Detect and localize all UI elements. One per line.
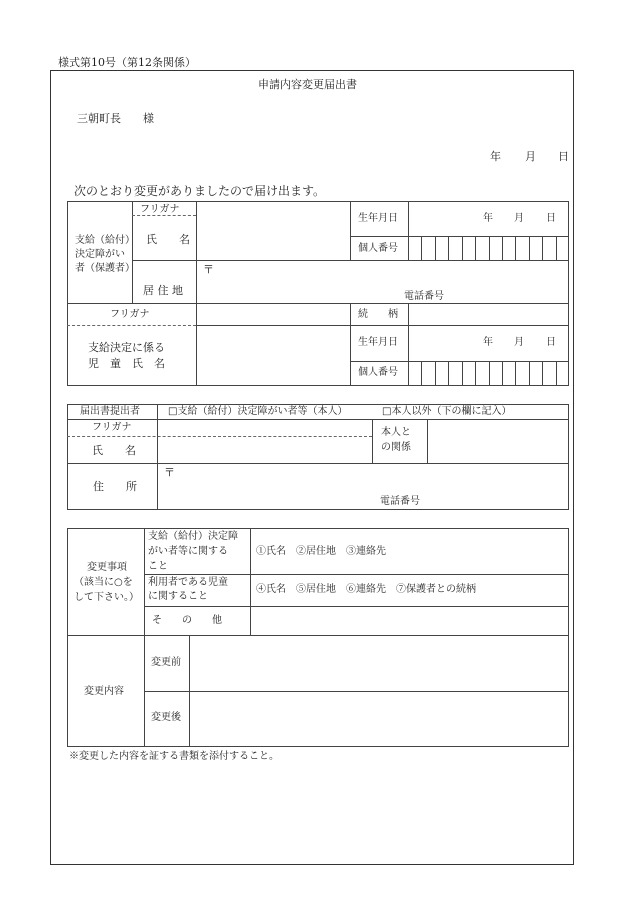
- digit-cell-divider: [421, 236, 422, 260]
- digit-cell-divider: [542, 361, 543, 386]
- intro-text: 次のとおり変更がありましたので届け出ます。: [74, 184, 326, 198]
- digit-cell-divider: [542, 236, 543, 260]
- after-label: 変更後: [151, 712, 181, 723]
- digit-cell-divider: [502, 236, 503, 260]
- applicant-label-1: 支給（給付）: [75, 235, 135, 246]
- relation-label-1: 本人と: [381, 427, 411, 438]
- postal-mark: 〒: [203, 263, 214, 276]
- submitter-label: 届出書提出者: [80, 406, 140, 417]
- phone-label: 電話番号: [404, 291, 444, 302]
- digit-cell-divider: [489, 236, 490, 260]
- category1-line2: がい者等に関する: [148, 546, 228, 557]
- footnote: ※変更した内容を証する書類を添付すること。: [69, 751, 279, 762]
- before-label: 変更前: [151, 657, 181, 668]
- submitter-postal: 〒: [164, 466, 175, 479]
- digit-cell-divider: [556, 236, 557, 260]
- change-items-label-1: 変更事項: [87, 562, 127, 573]
- submitter-furigana: フリガナ: [92, 422, 132, 433]
- change-table: [67, 528, 569, 747]
- submitter-address: 住 所: [93, 480, 137, 493]
- option-self: □支給（給付）決定障がい者等（本人）: [168, 406, 348, 417]
- digit-cell-divider: [475, 361, 476, 386]
- digit-cell-divider: [448, 236, 449, 260]
- child-furigana-label: フリガナ: [110, 309, 150, 320]
- digit-cell-divider: [462, 236, 463, 260]
- digit-cell-divider: [515, 236, 516, 260]
- digit-cell-divider: [462, 361, 463, 386]
- change-items-label-2: （該当に○を: [74, 577, 133, 588]
- digit-cell-divider: [515, 361, 516, 386]
- child-label-2: 児 童 氏 名: [88, 357, 165, 370]
- birthdate-label: 生年月日: [358, 213, 398, 224]
- addressee: 三朝町長 様: [77, 112, 154, 125]
- digit-cell-divider: [448, 361, 449, 386]
- relation-label-2: の関係: [381, 442, 411, 453]
- date-year: 年: [490, 150, 501, 163]
- digit-cell-divider: [475, 236, 476, 260]
- category2-line1: 利用者である児童: [148, 577, 228, 588]
- applicant-label-3: 者（保護者）: [75, 263, 135, 274]
- digit-cell-divider: [435, 361, 436, 386]
- option-other: □本人以外（下の欄に記入）: [382, 406, 512, 417]
- digit-cell-divider: [421, 361, 422, 386]
- category1-line1: 支給（給付）決定障: [148, 531, 238, 542]
- digit-cell-divider: [489, 361, 490, 386]
- digit-cell-divider: [435, 236, 436, 260]
- applicant-label-2: 決定障がい: [75, 249, 125, 260]
- digit-cell-divider: [529, 236, 530, 260]
- personal-number-label: 個人番号: [358, 243, 398, 254]
- category2-options: ④氏名 ⑤居住地 ⑥連絡先 ⑦保護者との続柄: [256, 584, 476, 595]
- form-number: 様式第10号（第12条関係）: [58, 56, 196, 69]
- digit-cell-divider: [529, 361, 530, 386]
- change-content-label: 変更内容: [84, 686, 124, 697]
- form-title: 申請内容変更届出書: [258, 78, 357, 91]
- address-label: 居 住 地: [143, 284, 183, 297]
- digit-cell-divider: [556, 361, 557, 386]
- relationship-label: 続 柄: [358, 309, 398, 320]
- date-month: 月: [525, 150, 536, 163]
- date-day: 日: [558, 150, 569, 163]
- child-label-1: 支給決定に係る: [88, 341, 165, 354]
- category1-line3: こと: [148, 561, 168, 572]
- change-items-label-3: して下さい。）: [74, 592, 139, 603]
- category2-line2: に関すること: [148, 591, 208, 602]
- digit-cell-divider: [502, 361, 503, 386]
- other-label: そ の 他: [152, 615, 222, 626]
- furigana-label: フリガナ: [140, 204, 180, 215]
- category1-options: ①氏名 ②居住地 ③連絡先: [256, 546, 386, 557]
- submitter-phone: 電話番号: [380, 496, 420, 507]
- submitter-name: 氏 名: [92, 444, 136, 457]
- name-label: 氏 名: [146, 233, 190, 246]
